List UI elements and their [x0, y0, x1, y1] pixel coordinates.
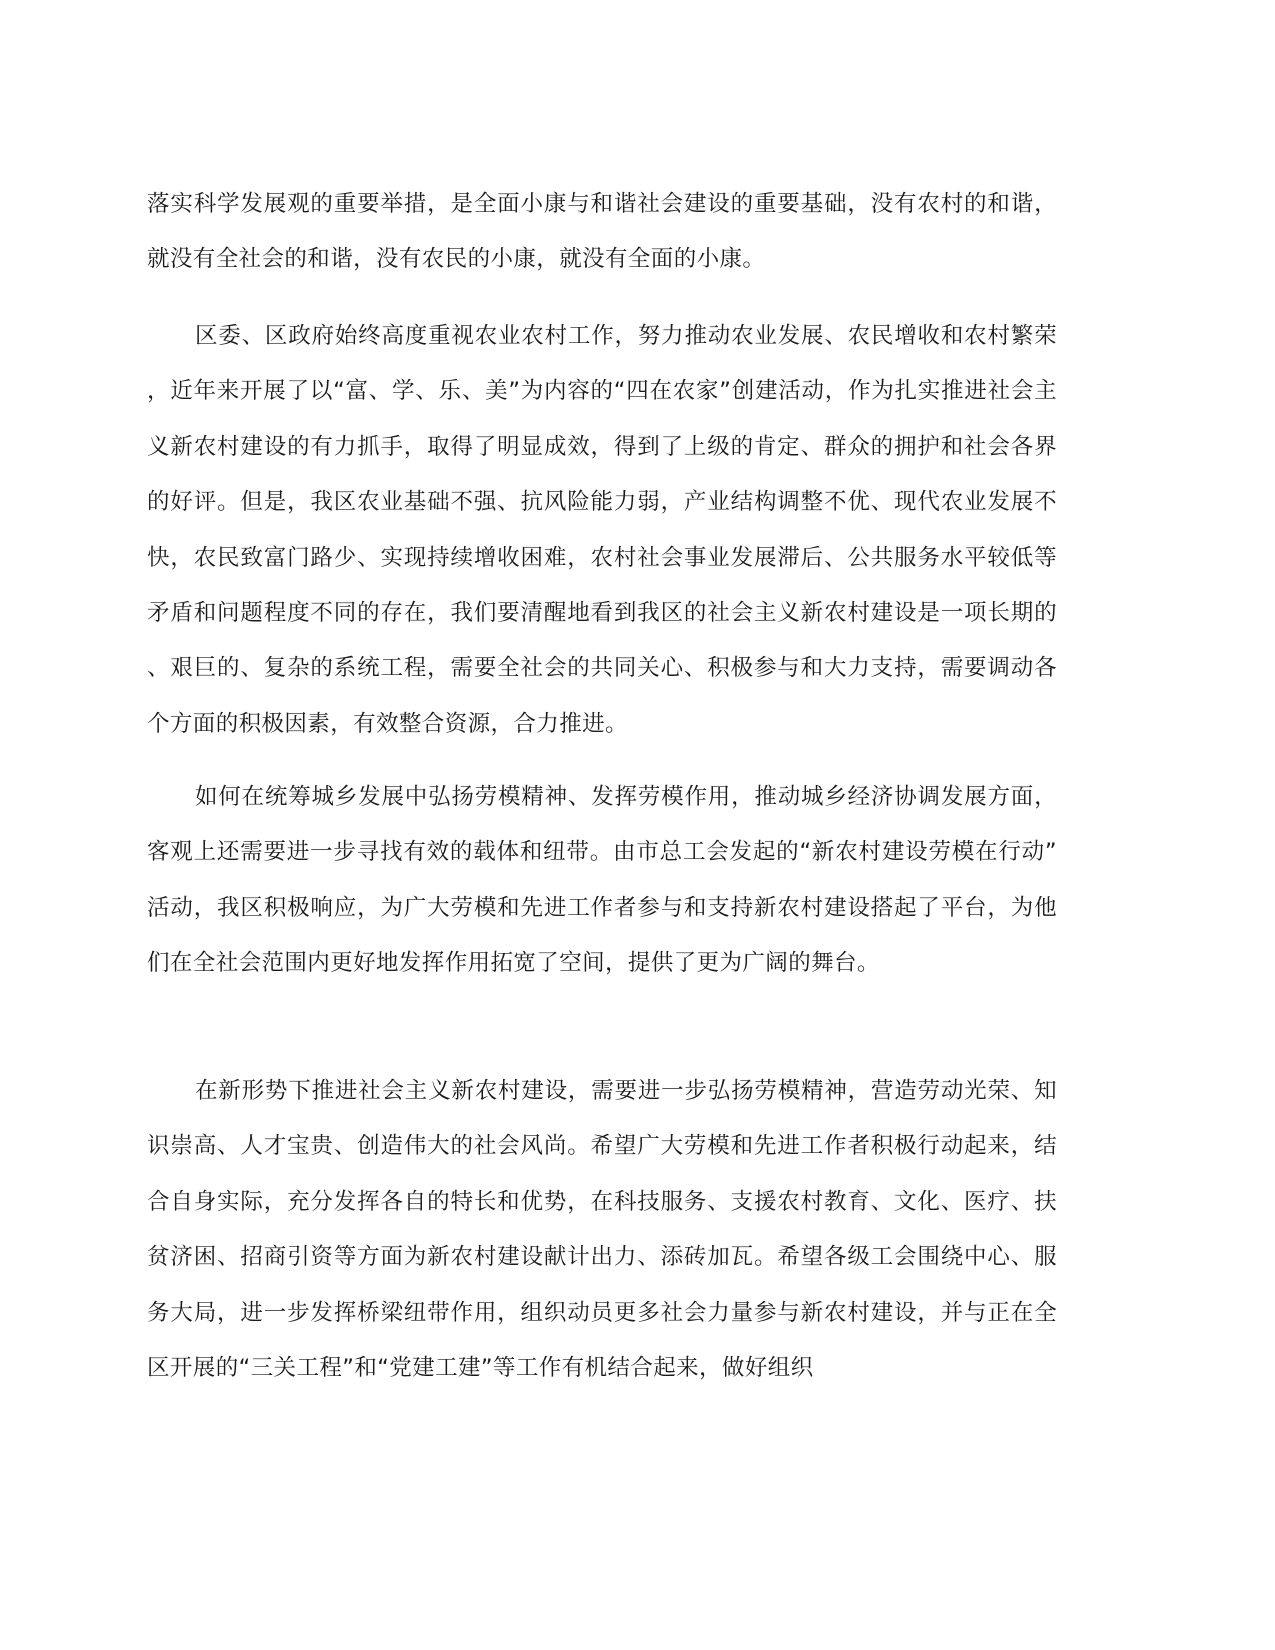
paragraph: 如何在统筹城乡发展中弘扬劳模精神、发挥劳模作用，推动城乡经济协调发展方面，客观上还需要进一步寻找有效的载体和纽带。由市总工会发起的“新农村建设劳模在行动”活动，我区积极响应，为广大劳模和先进工作者参与和支持新农村建设搭起了平台，为他们在全社会范围内更好地发挥作用拓宽了空间，提供了更为广阔的舞台。: [147, 784, 1057, 977]
paragraph-continuation: 落实科学发展观的重要举措，是全面小康与和谐社会建设的重要基础，没有农村的和谐，就没有全社会的和谐，没有农民的小康，就没有全面的小康。: [147, 191, 1057, 273]
paragraph: 在新形势下推进社会主义新农村建设，需要进一步弘扬劳模精神，营造劳动光荣、知识崇高、人才宝贵、创造伟大的社会风尚。希望广大劳模和先进工作者积极行动起来，结合自身实际，充分发挥各自的特长和优势，在科技服务、支援农村教育、文化、医疗、扶贫济困、招商引资等方面为新农村建设献计出力、添砖加瓦。希望各级工会围绕中心、服务大局，进一步发挥桥梁纽带作用，组织动员更多社会力量参与新农村建设，并与正在全区开展的“三关工程”和“党建工建”等工作有机结合起来，做好组织: [147, 1078, 1057, 1382]
paragraph: 区委、区政府始终高度重视农业农村工作，努力推动农业发展、农民增收和农村繁荣，近年来开展了以“富、学、乐、美”为内容的“四在农家”创建活动，作为扎实推进社会主义新农村建设的有力抓手，取得了明显成效，得到了上级的肯定、群众的拥护和社会各界的好评。但是，我区农业基础不强、抗风险能力弱，产业结构调整不优、现代农业发展不快，农民致富门路少、实现持续增收困难，农村社会事业发展滞后、公共服务水平较低等矛盾和问题程度不同的存在，我们要清醒地看到我区的社会主义新农村建设是一项长期的、艰巨的、复杂的系统工程，需要全社会的共同关心、积极参与和大力支持，需要调动各个方面的积极因素，有效整合资源，合力推进。: [147, 323, 1057, 737]
